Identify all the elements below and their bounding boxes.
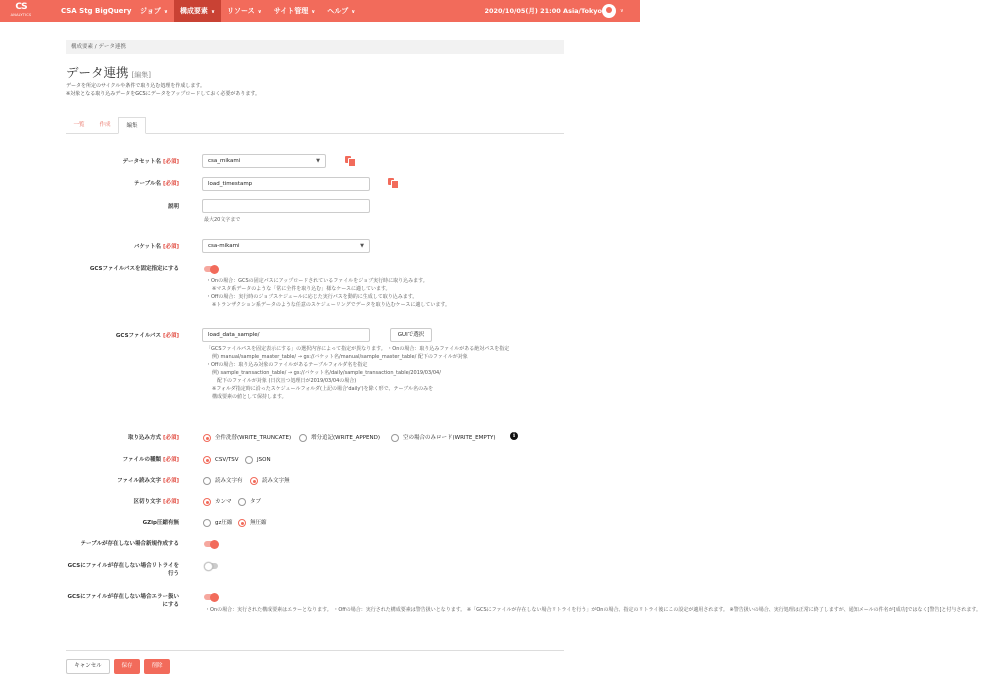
hint-line: ※「GCSにファイルが存在しない場合リトライを行う」がOnの場合、指定のリトライ後にこの設定が適用されます。 — [466, 607, 728, 613]
dataset-label — [55, 158, 179, 166]
retry-label-line: 行う — [167, 571, 179, 577]
required-badge: [必須] — [162, 333, 179, 339]
create-table-label: テーブルが存在しない場合新規作成する — [80, 541, 179, 547]
delimiter-label-text: 区切り文字 — [133, 499, 162, 505]
delete-button[interactable]: 削除 — [144, 659, 170, 674]
user-avatar[interactable] — [602, 4, 616, 18]
hint-line: 構成要素の値として保持します。 — [212, 394, 287, 400]
fixed-path-label: GCSファイルパスを固定指定にする — [89, 266, 179, 272]
required-badge: [必須] — [162, 435, 179, 441]
description-line: ※対象となる取り込みデータをGCSにデータをアップロードしておく必要があります。 — [66, 91, 260, 97]
required-badge: [必須] — [162, 244, 179, 250]
nav-site-admin[interactable] — [268, 0, 322, 22]
dataset-label-text: データセット名 — [122, 159, 162, 165]
gzip-label: GZip圧縮有無 — [142, 520, 179, 526]
file-type-json-radio[interactable] — [245, 456, 253, 464]
load-mode-empty-radio[interactable] — [391, 434, 399, 442]
file-type-json-label[interactable]: JSON — [257, 457, 271, 463]
nav-resources-label: リソース — [227, 7, 255, 15]
table-label — [55, 180, 179, 188]
delimiter-label — [55, 498, 179, 506]
hint-line: ・Offの場合：実行時のジョブスケジュールに応じた実行パスを動的に生成して取り込みます。 — [206, 294, 418, 300]
description-line: データを所定のサイクルや条件で取り込む処理を作成します。 — [66, 83, 206, 89]
error-flag-label-line: にする — [162, 602, 179, 608]
chevron-down-icon: ∨ — [351, 9, 356, 15]
nav-components-label: 構成要素 — [179, 7, 208, 15]
header-row-yes-label[interactable]: 読み文字有 — [215, 478, 243, 484]
gzip-compressed-label[interactable]: gz圧縮 — [215, 520, 233, 526]
hint-line: ・Offの場合：取り込み対象のファイルがあるテーブルフォルダ名を指定 — [206, 362, 368, 368]
file-type-csv-radio[interactable] — [203, 456, 211, 464]
hint-line: ※マスタ系データのような「常に全件を取り込む」様なケースに適しています。 — [212, 286, 391, 292]
nav-site-admin-label: サイト管理 — [273, 7, 309, 15]
description-input[interactable] — [202, 199, 370, 213]
load-mode-label — [55, 434, 179, 442]
top-navbar — [0, 0, 640, 22]
gcs-path-hint — [206, 345, 509, 401]
chevron-down-icon[interactable]: ∨ — [620, 8, 624, 14]
logo-subtitle: ANALYTICS — [10, 13, 32, 17]
nav-resources[interactable] — [221, 0, 268, 22]
dataset-value: csa_mikami — [208, 158, 241, 164]
chevron-down-icon: ∨ — [257, 9, 262, 15]
retry-label-line: GCSにファイルが存在しない場合リトライを — [67, 563, 179, 569]
table-name-input[interactable]: load_timestamp — [202, 177, 370, 191]
error-flag-label-line: GCSにファイルが存在しない場合エラー扱い — [67, 594, 179, 600]
load-mode-append-radio[interactable] — [299, 434, 307, 442]
main-nav — [134, 0, 361, 22]
nav-jobs-label: ジョブ — [140, 7, 161, 15]
load-mode-append-label[interactable]: 増分追記(WRITE_APPEND) — [311, 435, 380, 441]
hint-line: ・Onの場合：実行された構成要素はエラーとなります。 — [205, 607, 332, 613]
header-row-no-label[interactable]: 読み文字無 — [262, 478, 290, 484]
retry-toggle[interactable] — [204, 563, 218, 569]
chevron-down-icon: ∨ — [163, 9, 168, 15]
delimiter-tab-radio[interactable] — [238, 498, 246, 506]
toggle-knob — [210, 265, 219, 274]
nav-help-label: ヘルプ — [327, 7, 349, 15]
error-flag-toggle[interactable] — [204, 594, 218, 600]
delimiter-tab-label[interactable]: タブ — [250, 499, 262, 505]
nav-components[interactable] — [174, 0, 221, 22]
form-footer — [66, 650, 564, 678]
create-table-toggle[interactable] — [204, 541, 218, 547]
fixed-path-toggle[interactable] — [204, 266, 218, 272]
dataset-select[interactable] — [202, 154, 326, 168]
breadcrumb: 構成要素 / データ連携 — [66, 40, 564, 54]
hint-line: ※警告扱いの場合、実行処理は正常に終了しますが、通知メールの件名が[成功]ではなく[警告]と付与されます。 — [729, 607, 981, 613]
bucket-value: csa-mikami — [208, 243, 240, 249]
gzip-uncompressed-radio[interactable] — [238, 519, 246, 527]
hint-line: ・Onの場合：取り込みファイルがある絶対パスを指定 — [387, 346, 510, 352]
project-name[interactable]: CSA Stg BigQuery — [61, 7, 132, 15]
header-row-label — [55, 477, 179, 485]
load-mode-label-text: 取り込み方式 — [128, 435, 162, 441]
copy-icon[interactable] — [388, 178, 397, 187]
gcs-path-label — [55, 332, 179, 340]
hint-line: ※トランザクション系データのような任意のスケジューリングでデータを取り込むケースに適しています。 — [212, 302, 450, 308]
nav-help[interactable] — [321, 0, 361, 22]
toggle-knob — [210, 593, 219, 602]
hint-line: 例) sample_transaction_table/ → gs://バケット名/daily/sample_transaction_table/2019/03/04/ — [212, 370, 441, 376]
required-badge: [必須] — [162, 499, 179, 505]
caret-down-icon: ▼ — [316, 158, 320, 164]
caret-down-icon: ▼ — [360, 243, 364, 249]
chevron-down-icon: ∨ — [311, 9, 316, 15]
tab-create[interactable]: 作成 — [99, 122, 111, 128]
required-badge: [必須] — [162, 159, 179, 165]
page-description — [66, 82, 260, 98]
bucket-label — [55, 243, 179, 251]
hint-line: 配下のファイルが対象 (日次且つ処理日が2019/03/04の場合) — [217, 378, 357, 384]
toggle-knob — [204, 562, 213, 571]
logo-mark: CS — [15, 2, 27, 12]
table-label-text: テーブル名 — [134, 181, 162, 187]
header-row-no-radio[interactable] — [250, 477, 258, 485]
fixed-path-hint — [206, 277, 450, 309]
delimiter-comma-radio[interactable] — [203, 498, 211, 506]
required-badge: [必須] — [162, 457, 179, 463]
load-mode-truncate-radio[interactable] — [203, 434, 211, 442]
header-row-yes-radio[interactable] — [203, 477, 211, 485]
file-type-csv-label[interactable]: CSV/TSV — [215, 457, 239, 463]
tab-edit[interactable]: 編集 — [118, 117, 146, 134]
chevron-down-icon: ∨ — [210, 9, 215, 15]
cancel-button[interactable]: キャンセル — [66, 659, 110, 674]
file-type-label — [55, 456, 179, 464]
gzip-uncompressed-label[interactable]: 無圧縮 — [250, 520, 267, 526]
header-row-label-text: ファイル読み文字 — [117, 478, 162, 484]
file-type-label-text: ファイルの種類 — [122, 457, 162, 463]
load-mode-truncate-label[interactable]: 全件洗替(WRITE_TRUNCATE) — [215, 435, 292, 441]
gui-select-button[interactable]: GUIで選択 — [390, 328, 432, 342]
toggle-knob — [210, 540, 219, 549]
tab-list[interactable]: 一覧 — [73, 122, 85, 128]
hint-line: 例) manual/sample_master_table/ → gs://バケット名/manual/sample_master_table/ 配下のファイルが対象 — [212, 354, 468, 360]
current-datetime: 2020/10/05(月) 21:00 Asia/Tokyo — [484, 7, 602, 15]
bucket-label-text: バケット名 — [133, 244, 162, 250]
delimiter-comma-label[interactable]: カンマ — [215, 499, 232, 505]
required-badge: [必須] — [162, 181, 179, 187]
load-mode-empty-label[interactable]: 空の場合のみロード(WRITE_EMPTY) — [403, 435, 496, 441]
description-label: 説明 — [167, 204, 179, 210]
description-hint: 最大20文字まで — [204, 217, 241, 223]
hint-line: ・Offの場合：実行された構成要素は警告扱いとなります。 — [333, 607, 466, 613]
info-icon[interactable]: i — [510, 432, 518, 440]
tab-bar — [66, 117, 564, 134]
nav-jobs[interactable] — [134, 0, 174, 22]
gzip-compressed-radio[interactable] — [203, 519, 211, 527]
app-logo[interactable] — [8, 2, 34, 20]
required-badge: [必須] — [162, 478, 179, 484]
error-flag-hint — [205, 606, 981, 614]
hint-line: 「GCSファイルパスを固定表示にする」の選択内容によって指定が異なります。 — [206, 346, 386, 352]
page-title-text: データ連携 — [66, 65, 129, 80]
page-mode-tag: [編集] — [131, 71, 151, 79]
save-button[interactable]: 保存 — [114, 659, 140, 674]
gcs-path-input[interactable]: load_data_sample/ — [202, 328, 370, 342]
error-flag-label — [55, 593, 179, 609]
hint-line: ※フォルダ指定時に沿ったスケジュールフォルダ(上記の場合'daily')を除く形で、テーブル名のみを — [212, 386, 434, 392]
retry-label — [55, 562, 179, 578]
copy-icon[interactable] — [345, 156, 354, 165]
bucket-select[interactable] — [202, 239, 370, 253]
page-title — [66, 63, 151, 81]
gcs-path-label-text: GCSファイルパス — [115, 333, 162, 339]
hint-line: ・Onの場合：GCSの固定パスにアップロードされているファイルをジョブ実行時に取り込みます。 — [206, 278, 428, 284]
